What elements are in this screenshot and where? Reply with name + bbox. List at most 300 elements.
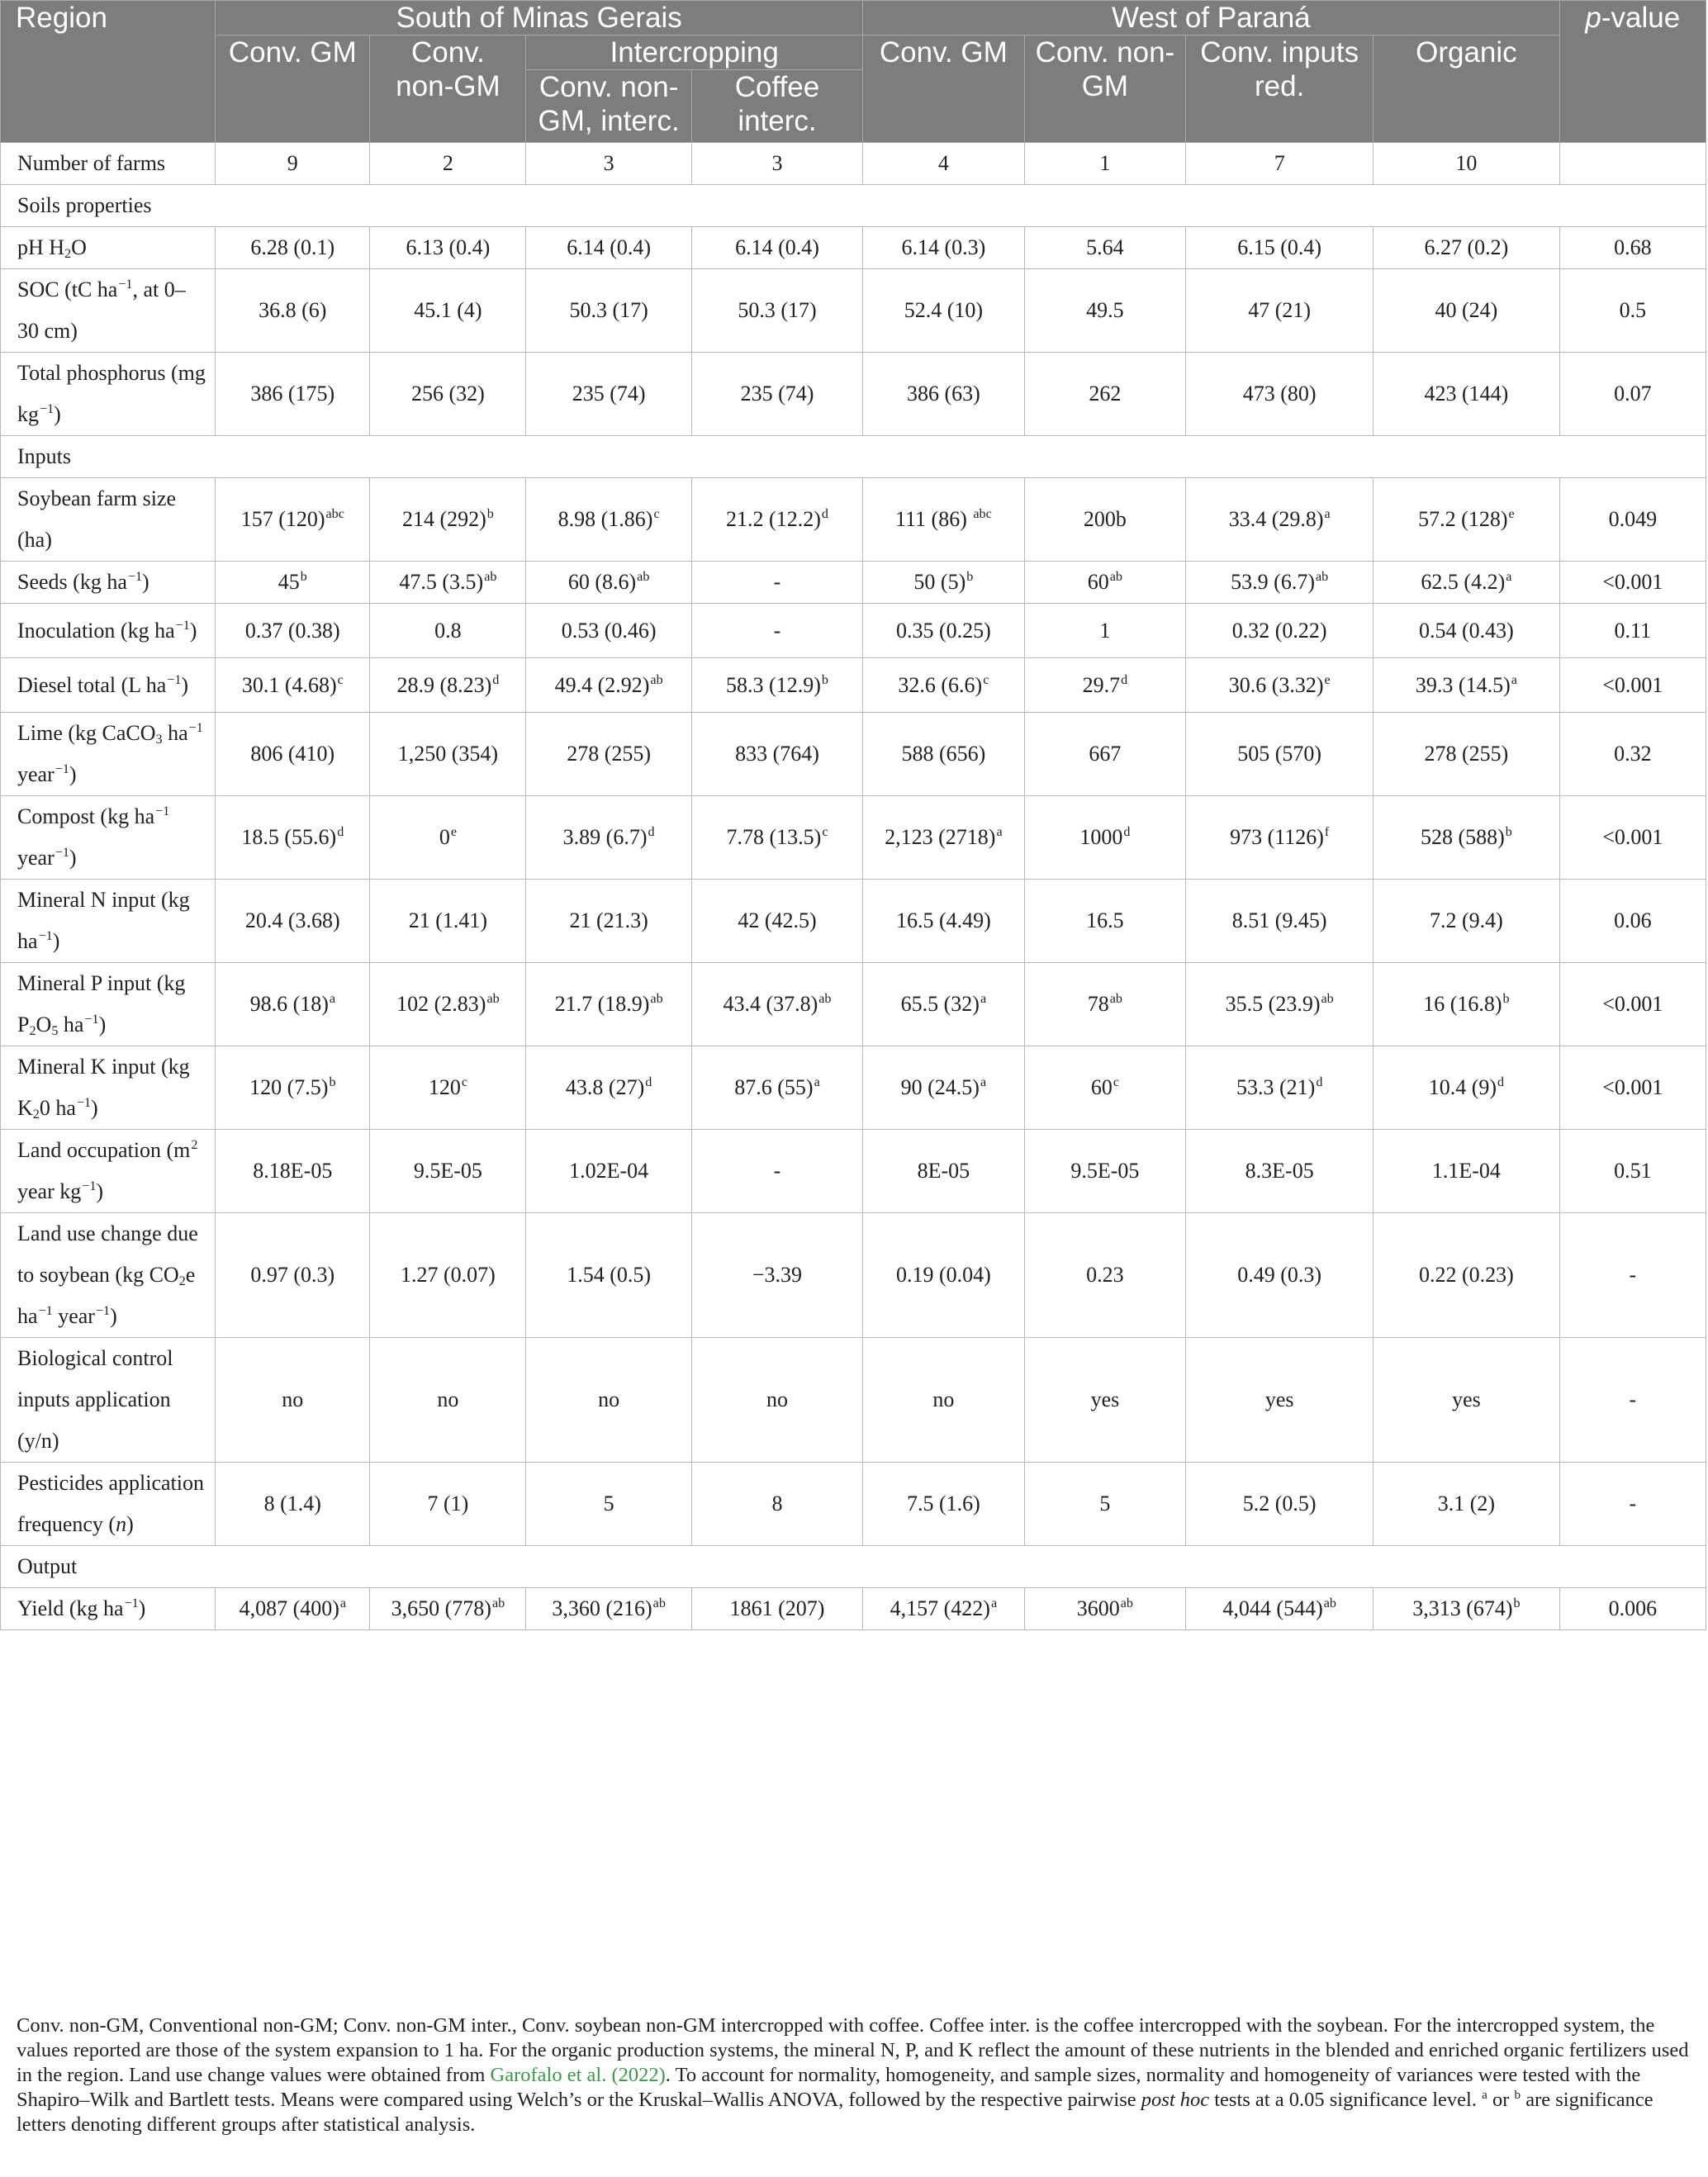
table-cell	[526, 1046, 692, 1130]
significance-letter: ab	[1315, 570, 1329, 585]
cell-value: 0	[439, 825, 450, 849]
significance-letter: d	[492, 672, 500, 687]
row-label: Seeds (kg $ha^{-1}$)	[1, 562, 216, 604]
cell-value: 3.1 (2)	[1437, 1492, 1496, 1515]
cell-value: 3600	[1076, 1596, 1120, 1620]
table-cell	[1024, 658, 1186, 713]
cell-value: 111 (86)	[894, 507, 973, 531]
significance-letter: a	[329, 992, 336, 1007]
cell-value: 52.4 (10)	[904, 298, 984, 322]
significance-letter: b	[1502, 992, 1510, 1007]
header-south-conv-gm: Conv. GM	[216, 36, 370, 143]
table-cell	[863, 713, 1025, 796]
table-row	[1, 604, 1706, 658]
table-cell	[1186, 478, 1374, 562]
table-cell	[691, 478, 862, 562]
cell-value: 1861 (207)	[729, 1596, 825, 1620]
header-interc-non-gm: Conv. non-GM, interc.	[526, 70, 692, 143]
cell-value: 3	[771, 151, 783, 175]
cell-value: 21 (21.3)	[569, 908, 648, 932]
cell-value: 6.27 (0.2)	[1424, 235, 1509, 259]
table-cell	[1024, 796, 1186, 880]
cell-value: 262	[1089, 382, 1122, 406]
cell-value: 20.4 (3.68)	[244, 908, 340, 932]
cell-value: 8E-05	[917, 1159, 970, 1183]
cell-value: 8.3E-05	[1245, 1159, 1314, 1183]
cell-value: 102 (2.83)	[396, 992, 486, 1016]
table-cell	[370, 143, 526, 185]
table-cell	[1186, 1213, 1374, 1338]
table-cell	[526, 1463, 692, 1546]
table-cell	[370, 353, 526, 436]
significance-letter: ab	[486, 992, 500, 1007]
cell-value: 1	[1099, 151, 1111, 175]
cell-value: 8	[771, 1492, 783, 1515]
cell-value: 58.3 (12.9)	[726, 672, 821, 697]
table-row	[1, 1046, 1706, 1130]
table-cell	[1559, 796, 1706, 880]
footnote-text: . To account for normality, homogeneity, and sample sizes, normality and homogeneity of variances were tested with the Shapiro–Wilk and Bartlett tests. Means were compared using Welch’s or the Kruskal–Wallis ANOVA, followed by the respective pairwise	[17, 2064, 1641, 2111]
cell-value: 157 (120)	[240, 507, 325, 531]
significance-letter: d	[1316, 1075, 1323, 1090]
table-cell	[370, 1213, 526, 1338]
cell-value: 386 (63)	[906, 382, 980, 406]
cell-value: 833 (764)	[735, 742, 819, 766]
cell-value: 35.5 (23.9)	[1225, 992, 1321, 1016]
cell-value: 16.5	[1086, 908, 1124, 932]
table-cell	[863, 562, 1025, 604]
cell-value: 235 (74)	[740, 382, 814, 406]
significance-letter: c	[461, 1075, 467, 1090]
cell-value: 1.02E-04	[569, 1159, 649, 1183]
table-cell	[216, 143, 370, 185]
table-cell	[1559, 880, 1706, 963]
table-cell	[370, 963, 526, 1046]
table-cell	[526, 796, 692, 880]
table-cell	[1374, 604, 1559, 658]
row-label: Total phosphorus (mg $kg^{-1}$)	[1, 353, 216, 436]
table-cell	[1559, 1213, 1706, 1338]
table-cell	[526, 1338, 692, 1463]
table-row	[1, 1213, 1706, 1338]
cell-value: 21 (1.41)	[408, 908, 488, 932]
cell-value: 1,250 (354)	[397, 742, 499, 766]
significance-letter: d	[648, 825, 655, 840]
table-cell	[1374, 713, 1559, 796]
table-cell	[1186, 713, 1374, 796]
significance-letter: c	[1113, 1075, 1119, 1090]
cell-value: 0.97 (0.3)	[250, 1263, 335, 1287]
header-west-conv-gm: Conv. GM	[863, 36, 1025, 143]
cell-value: 5.2 (0.5)	[1242, 1492, 1317, 1515]
cell-value: 0.07	[1614, 382, 1652, 406]
cell-value: 4,087 (400)	[239, 1596, 339, 1620]
cell-value: yes	[1452, 1387, 1481, 1411]
cell-value: -	[773, 570, 781, 594]
cell-value: <0.001	[1602, 825, 1663, 849]
cell-value: 4,157 (422)	[890, 1596, 990, 1620]
significance-letter: c	[653, 507, 660, 522]
table-row	[1, 1338, 1706, 1463]
cell-value: 10.4 (9)	[1428, 1075, 1497, 1099]
cell-value: 8.18E-05	[253, 1159, 333, 1183]
table-cell	[1186, 658, 1374, 713]
p-italic: p	[1585, 2, 1601, 34]
section-row	[1, 185, 1706, 227]
table-cell	[863, 796, 1025, 880]
table-cell	[691, 353, 862, 436]
table-cell	[1186, 1046, 1374, 1130]
row-label: pH $H_2O$	[1, 227, 216, 269]
significance-letter: b	[300, 570, 307, 585]
section-row	[1, 1546, 1706, 1588]
cell-value: -	[1629, 1492, 1637, 1515]
table-row	[1, 1130, 1706, 1213]
significance-letter: a	[1506, 570, 1512, 585]
cell-value: 1.54 (0.5)	[567, 1263, 652, 1287]
cell-value: 806 (410)	[250, 742, 335, 766]
cell-value: 505 (570)	[1237, 742, 1322, 766]
cell-value: 473 (80)	[1242, 382, 1317, 406]
table-cell	[370, 227, 526, 269]
table-cell	[526, 713, 692, 796]
cell-value: 53.9 (6.7)	[1231, 570, 1315, 594]
table-cell	[863, 1588, 1025, 1630]
table-cell	[1374, 658, 1559, 713]
table-cell	[216, 1588, 370, 1630]
table-cell	[370, 1046, 526, 1130]
table-cell	[1559, 713, 1706, 796]
table-cell	[1186, 143, 1374, 185]
table-cell	[691, 227, 862, 269]
cell-value: 21.2 (12.2)	[726, 507, 821, 531]
cell-value: 18.5 (55.6)	[241, 825, 337, 849]
cell-value: 40 (24)	[1435, 298, 1498, 322]
table-cell	[691, 658, 862, 713]
cell-value: 16 (16.8)	[1423, 992, 1502, 1016]
cell-value: 5	[1099, 1492, 1111, 1515]
footnote-text: are significance letters denoting different groups after statistical analysis.	[17, 2089, 1653, 2136]
table-cell	[1374, 269, 1559, 353]
cell-value: 278 (255)	[1424, 742, 1509, 766]
table-cell	[370, 1338, 526, 1463]
cell-value: -	[773, 618, 781, 643]
table-cell	[1024, 1213, 1186, 1338]
table-cell	[1559, 604, 1706, 658]
cell-value: <0.001	[1602, 992, 1663, 1016]
cell-value: 386 (175)	[250, 382, 335, 406]
table-cell	[1186, 353, 1374, 436]
table-cell	[691, 1046, 862, 1130]
table-cell	[1374, 1213, 1559, 1338]
table-row	[1, 227, 1706, 269]
table-cell	[216, 1338, 370, 1463]
table-cell	[1559, 227, 1706, 269]
cell-value: 0.8	[434, 618, 462, 643]
table-cell	[1024, 963, 1186, 1046]
table-cell	[1186, 963, 1374, 1046]
cell-value: 2	[442, 151, 453, 175]
table-cell	[370, 1463, 526, 1546]
table-cell	[370, 658, 526, 713]
table-cell	[526, 478, 692, 562]
significance-letter: d	[1121, 672, 1128, 687]
table-cell	[691, 143, 862, 185]
significance-letter: ab	[650, 672, 663, 687]
cell-value: 10	[1455, 151, 1478, 175]
table-cell	[370, 562, 526, 604]
row-label: Lime (kg CaCO$_3$ $ha^{-1}$ year$^{-1}$)	[1, 713, 216, 796]
row-label: Yield (kg $ha^{-1}$)	[1, 1588, 216, 1630]
cell-value: 57.2 (128)	[1418, 507, 1508, 531]
row-label: SOC (tC $ha^{-1}$, at 0–30 cm)	[1, 269, 216, 353]
table-cell	[1186, 604, 1374, 658]
cell-value: 423 (144)	[1424, 382, 1509, 406]
cell-value: no	[437, 1387, 459, 1411]
cell-value: 256 (32)	[410, 382, 485, 406]
significance-letter: ab	[484, 570, 497, 585]
cell-value: 98.6 (18)	[249, 992, 329, 1016]
table-cell	[216, 227, 370, 269]
cell-value: 120 (7.5)	[249, 1075, 329, 1099]
cell-value: 1	[1099, 618, 1111, 643]
cell-value: 200b	[1083, 507, 1127, 531]
significance-letter: ab	[1323, 1596, 1336, 1611]
table-cell	[1186, 1130, 1374, 1213]
cell-value: 3.89 (6.7)	[562, 825, 648, 849]
table-row	[1, 963, 1706, 1046]
table-cell	[691, 1588, 862, 1630]
cell-value: 6.14 (0.3)	[901, 235, 986, 259]
table-cell	[863, 478, 1025, 562]
cell-value: -	[1629, 1387, 1637, 1411]
table-cell	[863, 269, 1025, 353]
significance-letter: b	[821, 672, 828, 687]
table-cell	[863, 1046, 1025, 1130]
cell-value: 0.32	[1614, 742, 1652, 766]
table-cell	[216, 353, 370, 436]
significance-letter: ab	[1109, 570, 1122, 585]
cell-value: 49.5	[1086, 298, 1124, 322]
header-west-conv-non-gm: Conv. non-GM	[1024, 36, 1186, 143]
table-cell	[370, 604, 526, 658]
cell-value: 78	[1087, 992, 1109, 1016]
cell-value: no	[766, 1387, 788, 1411]
cell-value: 528 (588)	[1420, 825, 1505, 849]
table-cell	[526, 963, 692, 1046]
significance-letter: ab	[818, 992, 832, 1007]
significance-letter: ab	[1120, 1596, 1133, 1611]
table-cell	[1186, 269, 1374, 353]
cell-value: 5	[603, 1492, 614, 1515]
cell-value: 6.15 (0.4)	[1237, 235, 1322, 259]
significance-letter: c	[983, 672, 989, 687]
table-cell	[1024, 1130, 1186, 1213]
significance-letter: e	[1508, 507, 1515, 522]
significance-letter: a	[1511, 672, 1517, 687]
table-cell	[526, 269, 692, 353]
footnote-sup: b	[1514, 2087, 1521, 2102]
significance-letter: ab	[652, 1596, 666, 1611]
significance-letter: ab	[637, 570, 650, 585]
table-cell	[1374, 227, 1559, 269]
cell-value: no	[598, 1387, 620, 1411]
cell-value: 7 (1)	[427, 1492, 469, 1515]
table-cell	[691, 1130, 862, 1213]
table-cell	[216, 880, 370, 963]
significance-letter: a	[339, 1596, 347, 1611]
table-cell	[1374, 562, 1559, 604]
table-cell	[216, 1463, 370, 1546]
table-cell	[1559, 269, 1706, 353]
table-cell	[691, 1338, 862, 1463]
section-output: Output	[1, 1546, 1706, 1588]
table-cell	[691, 963, 862, 1046]
cell-value: 9.5E-05	[1070, 1159, 1140, 1183]
cell-value: 3,360 (216)	[552, 1596, 652, 1620]
significance-letter: c	[337, 672, 344, 687]
table-cell	[216, 963, 370, 1046]
significance-letter: ab	[491, 1596, 505, 1611]
cell-value: 0.49 (0.3)	[1237, 1263, 1322, 1287]
cell-value: no	[932, 1387, 955, 1411]
cell-value: 0.19 (0.04)	[895, 1263, 991, 1287]
cell-value: 65.5 (32)	[900, 992, 980, 1016]
cell-value: 87.6 (55)	[734, 1075, 814, 1099]
table-cell	[1374, 1046, 1559, 1130]
table-cell	[216, 478, 370, 562]
section-row	[1, 436, 1706, 478]
table-cell	[1374, 1130, 1559, 1213]
cell-value: 16.5 (4.49)	[895, 908, 991, 932]
row-label: Biological control inputs application (y/n)	[1, 1338, 216, 1463]
table-cell	[863, 227, 1025, 269]
table-row	[1, 713, 1706, 796]
table-cell	[1374, 143, 1559, 185]
table-row	[1, 143, 1706, 185]
cell-value: 0.006	[1608, 1596, 1658, 1620]
table-cell	[216, 796, 370, 880]
cell-value: 8 (1.4)	[263, 1492, 321, 1515]
cell-value: yes	[1090, 1387, 1120, 1411]
footnote-sup: a	[1482, 2087, 1487, 2102]
table-row	[1, 1463, 1706, 1546]
table-cell	[1186, 1338, 1374, 1463]
table-cell	[1186, 1463, 1374, 1546]
citation-link[interactable]: Garofalo et al. (2022)	[490, 2064, 666, 2086]
cell-value: 973 (1126)	[1230, 825, 1324, 849]
table-cell	[1186, 562, 1374, 604]
cell-value: 49.4 (2.92)	[554, 672, 650, 697]
significance-letter: abc	[973, 507, 992, 522]
table-row	[1, 658, 1706, 713]
table-cell	[1374, 1588, 1559, 1630]
table-row	[1, 562, 1706, 604]
row-label: Diesel total (L $ha^{-1}$)	[1, 658, 216, 713]
row-label: Compost (kg $ha^{-1}$ year$^{-1}$)	[1, 796, 216, 880]
header-p-value	[1559, 1, 1706, 143]
table-cell	[863, 880, 1025, 963]
table-cell	[526, 658, 692, 713]
row-label: Pesticides application frequency (n)	[1, 1463, 216, 1546]
table-cell	[216, 604, 370, 658]
significance-letter: b	[1505, 825, 1512, 840]
table-row	[1, 796, 1706, 880]
table-cell	[370, 478, 526, 562]
cell-value: 4	[937, 151, 949, 175]
table-cell	[370, 269, 526, 353]
table-cell	[216, 658, 370, 713]
table-cell	[1559, 478, 1706, 562]
table-cell	[691, 880, 862, 963]
table-cell	[1559, 1338, 1706, 1463]
cell-value: 43.8 (27)	[565, 1075, 645, 1099]
cell-value: 0.06	[1614, 908, 1652, 932]
table-cell	[216, 562, 370, 604]
table-cell	[1024, 1046, 1186, 1130]
significance-letter: b	[486, 507, 494, 522]
table-cell	[1024, 713, 1186, 796]
table-cell	[216, 713, 370, 796]
header-intercropping: Intercropping	[526, 36, 863, 70]
cell-value: 0.51	[1614, 1159, 1652, 1183]
cell-value: <0.001	[1602, 672, 1663, 697]
significance-letter: ab	[1109, 992, 1122, 1007]
header-west-organic: Organic	[1374, 36, 1559, 143]
table-cell	[1374, 880, 1559, 963]
table-cell	[863, 1213, 1025, 1338]
cell-value: 1000	[1079, 825, 1123, 849]
table-cell	[1024, 353, 1186, 436]
table-cell	[1374, 1338, 1559, 1463]
cell-value: 47.5 (3.5)	[399, 570, 484, 594]
cell-value: 47 (21)	[1248, 298, 1312, 322]
cell-value: 21.7 (18.9)	[554, 992, 650, 1016]
cell-value: 43.4 (37.8)	[723, 992, 818, 1016]
significance-letter: d	[1497, 1075, 1505, 1090]
cell-value: no	[282, 1387, 304, 1411]
significance-letter: b	[966, 570, 974, 585]
cell-value: 0.32 (0.22)	[1231, 618, 1327, 643]
header-south-conv-non-gm: Conv. non-GM	[370, 36, 526, 143]
cell-value: 3,650 (778)	[391, 1596, 491, 1620]
table-cell	[1186, 880, 1374, 963]
cell-value: 1.27 (0.07)	[400, 1263, 496, 1287]
table-cell	[863, 353, 1025, 436]
cell-value: 0.35 (0.25)	[895, 618, 991, 643]
footnote-text: or	[1487, 2089, 1515, 2111]
row-label: Land occupation ($m^2$ year $kg^{-1}$)	[1, 1130, 216, 1213]
cell-value: 588 (656)	[901, 742, 986, 766]
table-cell	[1559, 353, 1706, 436]
table-row	[1, 478, 1706, 562]
cell-value: 0.22 (0.23)	[1419, 1263, 1514, 1287]
cell-value: 6.14 (0.4)	[567, 235, 652, 259]
significance-letter: a	[980, 992, 987, 1007]
cell-value: 28.9 (8.23)	[396, 672, 492, 697]
cell-value: 45.1 (4)	[414, 298, 482, 322]
cell-value: 0.23	[1086, 1263, 1124, 1287]
cell-value: 7	[1274, 151, 1285, 175]
footnote-italic: post hoc	[1141, 2089, 1210, 2111]
table-cell	[216, 1046, 370, 1130]
row-label: Inoculation (kg $ha^{-1}$)	[1, 604, 216, 658]
table-cell	[526, 353, 692, 436]
cell-value: 235 (74)	[572, 382, 646, 406]
cell-value: <0.001	[1602, 570, 1663, 594]
table-row	[1, 880, 1706, 963]
table-cell	[216, 1213, 370, 1338]
